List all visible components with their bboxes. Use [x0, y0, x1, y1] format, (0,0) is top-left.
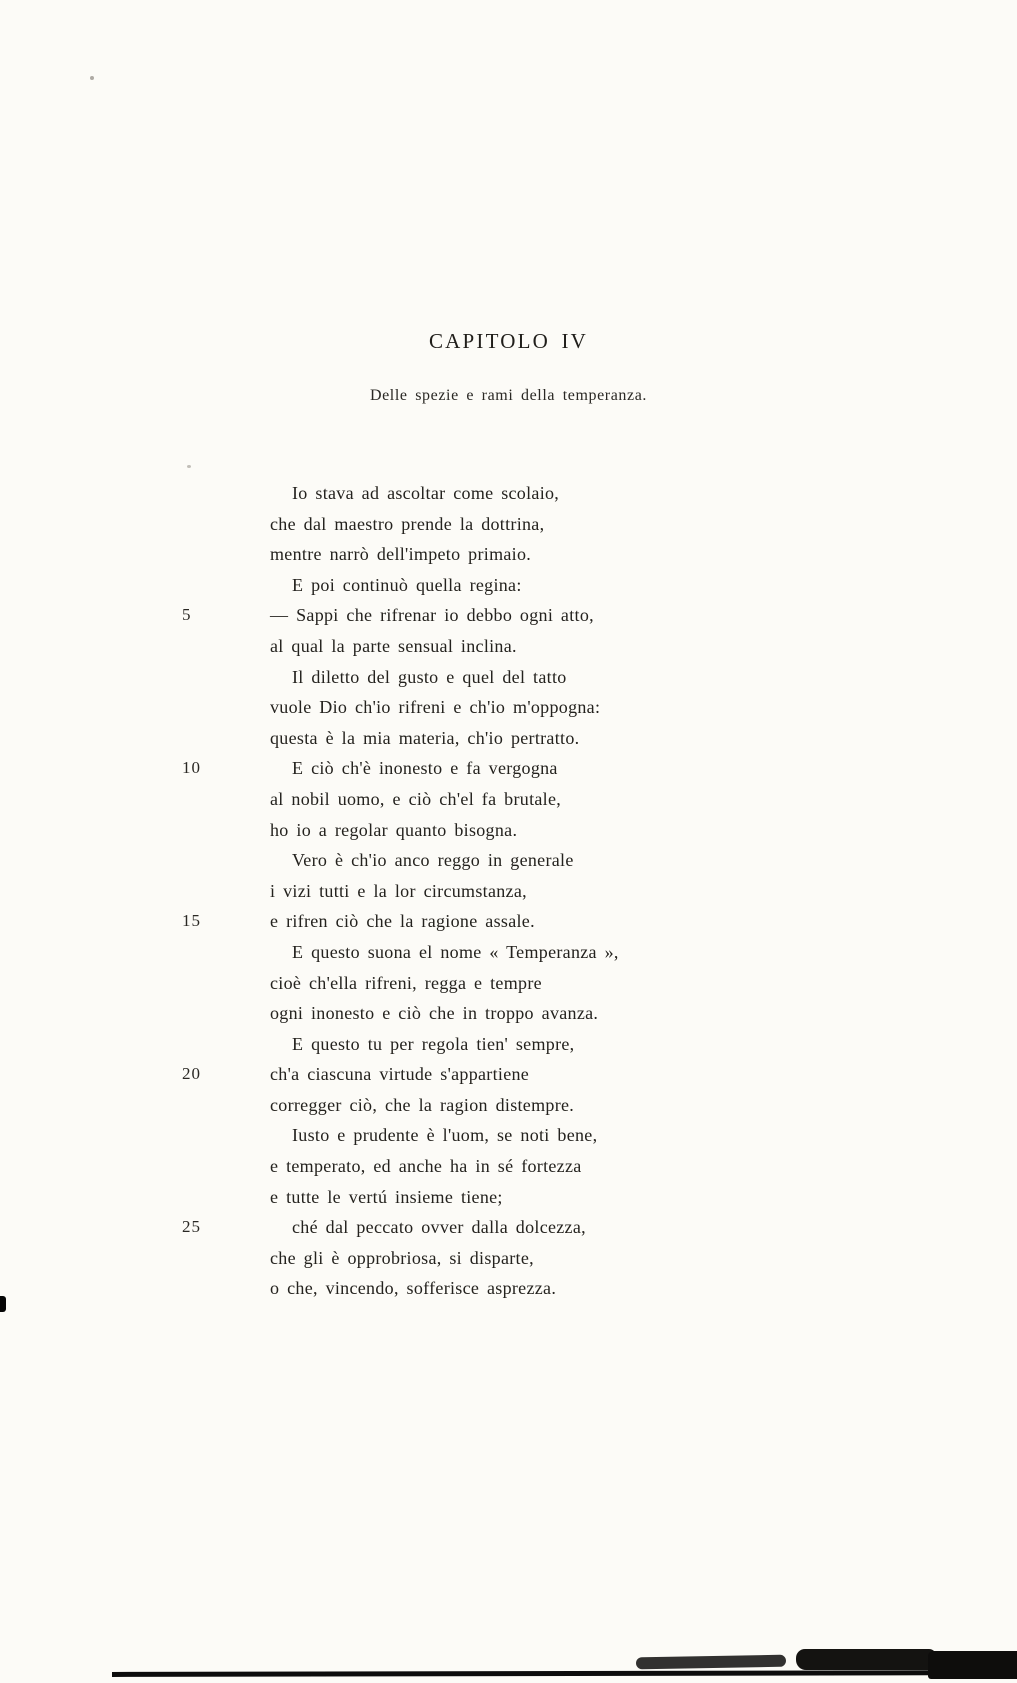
- poem-line: [182, 876, 862, 907]
- poem-line-text: corregger ciò, che la ragion distempre.: [270, 1094, 575, 1115]
- poem-body: [182, 478, 862, 1304]
- poem-line: [182, 968, 862, 999]
- poem-line-text: vuole Dio ch'io rifreni e ch'io m'oppogna:: [270, 697, 601, 718]
- poem-line-text: — Sappi che rifrenar io debbo ogni atto,: [270, 605, 594, 626]
- poem-line-text: E poi continuò quella regina:: [292, 574, 522, 595]
- poem-line-text: E questo suona el nome « Temperanza »,: [292, 941, 619, 962]
- scan-artifact-blob: [928, 1651, 1017, 1679]
- line-number: 10: [182, 758, 201, 778]
- poem-line-text: e tutte le vertú insieme tiene;: [270, 1186, 503, 1207]
- poem-line-text: o che, vincendo, sofferisce asprezza.: [270, 1278, 557, 1299]
- line-number: 25: [182, 1217, 201, 1237]
- poem-line: [182, 1212, 862, 1243]
- poem-line: [182, 1243, 862, 1274]
- poem-line-text: che gli è opprobriosa, si disparte,: [270, 1247, 534, 1268]
- poem-line-text: mentre narrò dell'impeto primaio.: [270, 544, 532, 565]
- poem-line-text: E questo tu per regola tien' sempre,: [292, 1033, 575, 1054]
- chapter-title: CAPITOLO IV: [428, 329, 589, 353]
- line-number: 20: [182, 1064, 201, 1084]
- poem-line: [182, 937, 862, 968]
- scan-speck-icon: [90, 76, 94, 80]
- poem-line: [182, 662, 862, 693]
- poem-line: [182, 1059, 862, 1090]
- poem-line: [182, 539, 862, 570]
- scan-artifact-bottom-line: [112, 1670, 1017, 1677]
- poem-line: [182, 906, 862, 937]
- scan-artifact-blob: [796, 1649, 936, 1670]
- poem-line: [182, 478, 862, 509]
- poem-line: [182, 998, 862, 1029]
- poem-line: [182, 1029, 862, 1060]
- poem-line-text: che dal maestro prende la dottrina,: [270, 513, 545, 534]
- poem-line-text: e temperato, ed anche ha in sé fortezza: [270, 1156, 582, 1177]
- poem-line: [182, 1182, 862, 1213]
- poem-line: [182, 815, 862, 846]
- poem-line-text: Il diletto del gusto e quel del tatto: [292, 666, 567, 687]
- poem-line-text: Io stava ad ascoltar come scolaio,: [292, 483, 560, 503]
- line-number: 5: [182, 605, 192, 625]
- poem-line: [182, 631, 862, 662]
- poem-line-text: ho io a regolar quanto bisogna.: [270, 819, 518, 840]
- poem-line: [182, 1090, 862, 1121]
- poem-line-text: al nobil uomo, e ciò ch'el fa brutale,: [270, 788, 562, 809]
- poem-line: [182, 753, 862, 784]
- poem-line-text: ogni inonesto e ciò che in troppo avanza.: [270, 1003, 599, 1024]
- poem-line-text: e rifren ciò che la ragione assale.: [270, 911, 535, 932]
- poem-line-text: i vizi tutti e la lor circumstanza,: [270, 880, 527, 901]
- poem-line-text: questa è la mia materia, ch'io pertratto.: [270, 727, 580, 748]
- poem-line-text: E ciò ch'è inonesto e fa vergogna: [292, 758, 558, 779]
- scan-artifact-blob: [636, 1655, 786, 1670]
- poem-line: [182, 600, 862, 631]
- poem-line-text: ch'a ciascuna virtude s'appartiene: [270, 1064, 530, 1085]
- poem-line: [182, 845, 862, 876]
- poem-line: [182, 1151, 862, 1182]
- scan-artifact-left-edge: [0, 1296, 6, 1312]
- poem-line-text: al qual la parte sensual inclina.: [270, 635, 517, 656]
- poem-line-text: cioè ch'ella rifreni, regga e tempre: [270, 972, 542, 993]
- poem-line-text: Vero è ch'io anco reggo in generale: [292, 850, 574, 871]
- poem-line-text: ché dal peccato ovver dalla dolcezza,: [292, 1217, 586, 1238]
- poem-line: [182, 723, 862, 754]
- scan-speck-icon: [187, 465, 191, 468]
- line-number: 15: [182, 911, 201, 931]
- poem-line: [182, 1120, 862, 1151]
- poem-line: [182, 570, 862, 601]
- poem-line: [182, 509, 862, 540]
- chapter-subtitle: Delle spezie e rami della temperanza.: [369, 387, 648, 404]
- poem-line: [182, 692, 862, 723]
- poem-line-text: Iusto e prudente è l'uom, se noti bene,: [292, 1125, 598, 1146]
- poem-line: [182, 1273, 862, 1304]
- poem-line: [182, 784, 862, 815]
